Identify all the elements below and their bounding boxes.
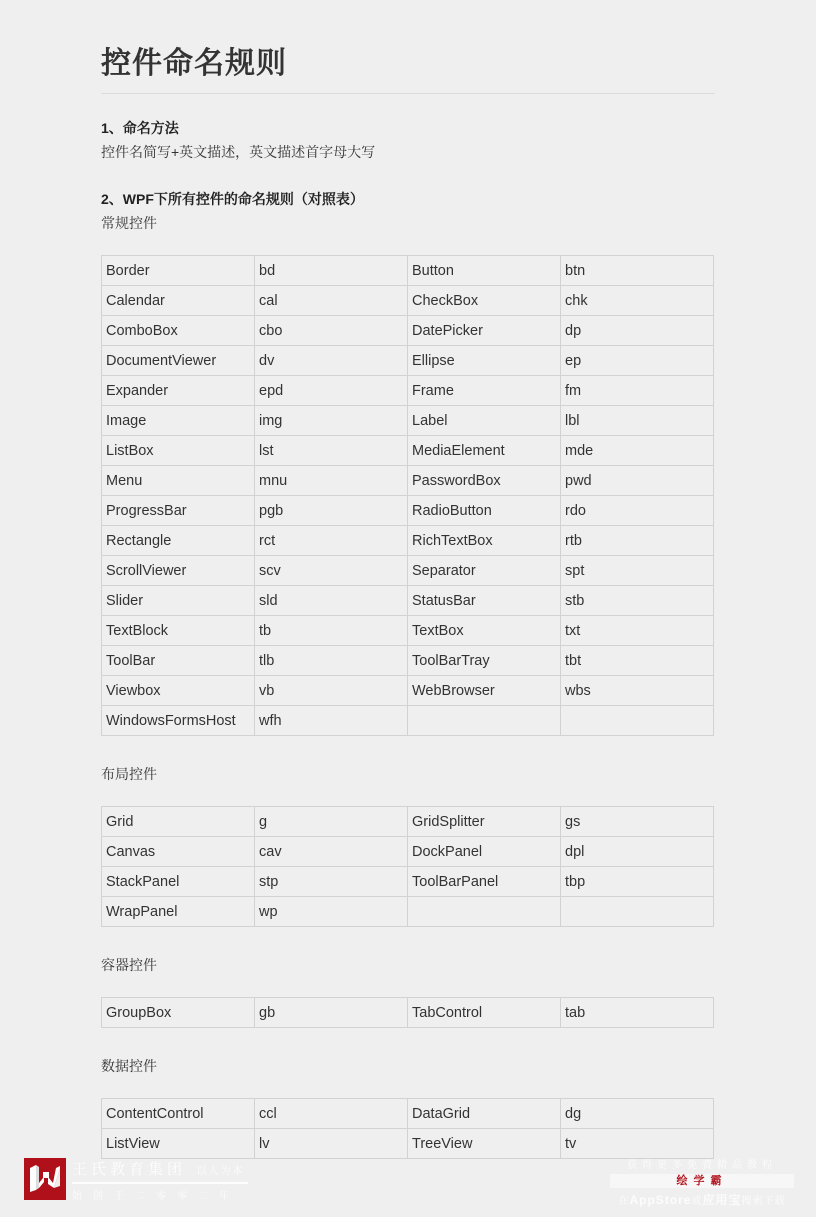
abbreviation-cell: epd bbox=[255, 376, 408, 406]
abbreviation-cell: img bbox=[255, 406, 408, 436]
abbreviation-cell: wbs bbox=[561, 676, 714, 706]
control-name-cell: Menu bbox=[102, 466, 255, 496]
layout-controls-table bbox=[101, 806, 714, 927]
common-controls-label: 常规控件 bbox=[101, 215, 157, 231]
control-name-cell: TabControl bbox=[408, 998, 561, 1028]
abbreviation-cell: cal bbox=[255, 286, 408, 316]
table-row bbox=[102, 646, 714, 676]
table-row bbox=[102, 526, 714, 556]
control-name-cell: RadioButton bbox=[408, 496, 561, 526]
abbreviation-cell: ep bbox=[561, 346, 714, 376]
abbreviation-cell: stp bbox=[255, 867, 408, 897]
abbreviation-cell: spt bbox=[561, 556, 714, 586]
table-row bbox=[102, 286, 714, 316]
control-name-cell: Label bbox=[408, 406, 561, 436]
control-name-cell: Slider bbox=[102, 586, 255, 616]
abbreviation-cell: bd bbox=[255, 256, 408, 286]
abbreviation-cell: wfh bbox=[255, 706, 408, 736]
control-name-cell: WrapPanel bbox=[102, 897, 255, 927]
table-row bbox=[102, 706, 714, 736]
table-row bbox=[102, 466, 714, 496]
control-name-cell: Viewbox bbox=[102, 676, 255, 706]
control-name-cell: Grid bbox=[102, 807, 255, 837]
control-name-cell: GroupBox bbox=[102, 998, 255, 1028]
table-row bbox=[102, 897, 714, 927]
control-name-cell: CheckBox bbox=[408, 286, 561, 316]
control-name-cell: PasswordBox bbox=[408, 466, 561, 496]
table-row bbox=[102, 406, 714, 436]
section1-body: 控件名简写+英文描述，英文描述首字母大写 bbox=[101, 144, 376, 160]
control-name-cell: RichTextBox bbox=[408, 526, 561, 556]
abbreviation-cell: ccl bbox=[255, 1099, 408, 1129]
abbreviation-cell: cbo bbox=[255, 316, 408, 346]
table-row bbox=[102, 346, 714, 376]
abbreviation-cell: pwd bbox=[561, 466, 714, 496]
abbreviation-cell: tlb bbox=[255, 646, 408, 676]
promo-app-name: 绘学霸 bbox=[610, 1174, 794, 1188]
watermark-right bbox=[610, 1156, 794, 1208]
control-name-cell: Canvas bbox=[102, 837, 255, 867]
brand-logo-icon bbox=[24, 1158, 66, 1200]
brand-since: 始创于二零零二年 bbox=[72, 1191, 240, 1202]
control-name-cell: WebBrowser bbox=[408, 676, 561, 706]
layout-controls-label: 布局控件 bbox=[101, 766, 157, 782]
common-controls-table bbox=[101, 255, 714, 736]
abbreviation-cell: dpl bbox=[561, 837, 714, 867]
brand-name: 王氏教育集团 bbox=[72, 1161, 187, 1178]
abbreviation-cell: lst bbox=[255, 436, 408, 466]
table-row bbox=[102, 496, 714, 526]
table-row bbox=[102, 316, 714, 346]
table-row bbox=[102, 1099, 714, 1129]
page-title: 控件命名规则 bbox=[101, 47, 287, 80]
abbreviation-cell: cav bbox=[255, 837, 408, 867]
table-row bbox=[102, 837, 714, 867]
table-row bbox=[102, 676, 714, 706]
table-row bbox=[102, 1129, 714, 1159]
abbreviation-cell: g bbox=[255, 807, 408, 837]
control-name-cell bbox=[408, 897, 561, 927]
abbreviation-cell: mnu bbox=[255, 466, 408, 496]
container-controls-table bbox=[101, 997, 714, 1028]
control-name-cell: GridSplitter bbox=[408, 807, 561, 837]
control-name-cell: Ellipse bbox=[408, 346, 561, 376]
table-row bbox=[102, 998, 714, 1028]
control-name-cell: ListBox bbox=[102, 436, 255, 466]
abbreviation-cell bbox=[561, 897, 714, 927]
abbreviation-cell: chk bbox=[561, 286, 714, 316]
abbreviation-cell: dg bbox=[561, 1099, 714, 1129]
abbreviation-cell: lv bbox=[255, 1129, 408, 1159]
abbreviation-cell: rtb bbox=[561, 526, 714, 556]
table-row bbox=[102, 256, 714, 286]
abbreviation-cell: txt bbox=[561, 616, 714, 646]
abbreviation-cell: wp bbox=[255, 897, 408, 927]
abbreviation-cell: tab bbox=[561, 998, 714, 1028]
abbreviation-cell: rct bbox=[255, 526, 408, 556]
control-name-cell: StatusBar bbox=[408, 586, 561, 616]
abbreviation-cell: tbp bbox=[561, 867, 714, 897]
control-name-cell: ToolBar bbox=[102, 646, 255, 676]
brand-divider bbox=[72, 1182, 248, 1184]
control-name-cell: TreeView bbox=[408, 1129, 561, 1159]
title-divider bbox=[101, 93, 715, 94]
control-name-cell: ToolBarPanel bbox=[408, 867, 561, 897]
control-name-cell: Border bbox=[102, 256, 255, 286]
abbreviation-cell: stb bbox=[561, 586, 714, 616]
abbreviation-cell: rdo bbox=[561, 496, 714, 526]
control-name-cell: Frame bbox=[408, 376, 561, 406]
section1-heading: 1、命名方法 bbox=[101, 120, 179, 136]
control-name-cell: ListView bbox=[102, 1129, 255, 1159]
control-name-cell: ProgressBar bbox=[102, 496, 255, 526]
control-name-cell: Separator bbox=[408, 556, 561, 586]
brand-motto: 以人为本 bbox=[196, 1166, 245, 1177]
table-row bbox=[102, 807, 714, 837]
control-name-cell bbox=[408, 706, 561, 736]
control-name-cell: ToolBarTray bbox=[408, 646, 561, 676]
brand-text bbox=[72, 1158, 272, 1202]
control-name-cell: DockPanel bbox=[408, 837, 561, 867]
table-row bbox=[102, 867, 714, 897]
abbreviation-cell: mde bbox=[561, 436, 714, 466]
control-name-cell: DocumentViewer bbox=[102, 346, 255, 376]
table-row bbox=[102, 556, 714, 586]
control-name-cell: WindowsFormsHost bbox=[102, 706, 255, 736]
control-name-cell: DataGrid bbox=[408, 1099, 561, 1129]
table-row bbox=[102, 436, 714, 466]
abbreviation-cell: dv bbox=[255, 346, 408, 376]
control-name-cell: Rectangle bbox=[102, 526, 255, 556]
abbreviation-cell: tbt bbox=[561, 646, 714, 676]
abbreviation-cell: scv bbox=[255, 556, 408, 586]
abbreviation-cell: tv bbox=[561, 1129, 714, 1159]
abbreviation-cell bbox=[561, 706, 714, 736]
table-row bbox=[102, 376, 714, 406]
data-controls-table bbox=[101, 1098, 714, 1159]
abbreviation-cell: tb bbox=[255, 616, 408, 646]
control-name-cell: TextBlock bbox=[102, 616, 255, 646]
table-row bbox=[102, 616, 714, 646]
data-controls-label: 数据控件 bbox=[101, 1058, 157, 1074]
abbreviation-cell: gs bbox=[561, 807, 714, 837]
control-name-cell: StackPanel bbox=[102, 867, 255, 897]
promo-bottom: 在AppStore或应用宝搜索下载 bbox=[618, 1193, 786, 1207]
table-row bbox=[102, 586, 714, 616]
abbreviation-cell: fm bbox=[561, 376, 714, 406]
abbreviation-cell: sld bbox=[255, 586, 408, 616]
control-name-cell: Calendar bbox=[102, 286, 255, 316]
abbreviation-cell: vb bbox=[255, 676, 408, 706]
control-name-cell: Button bbox=[408, 256, 561, 286]
abbreviation-cell: gb bbox=[255, 998, 408, 1028]
abbreviation-cell: pgb bbox=[255, 496, 408, 526]
control-name-cell: Image bbox=[102, 406, 255, 436]
abbreviation-cell: lbl bbox=[561, 406, 714, 436]
control-name-cell: ScrollViewer bbox=[102, 556, 255, 586]
abbreviation-cell: btn bbox=[561, 256, 714, 286]
control-name-cell: ComboBox bbox=[102, 316, 255, 346]
control-name-cell: Expander bbox=[102, 376, 255, 406]
control-name-cell: ContentControl bbox=[102, 1099, 255, 1129]
abbreviation-cell: dp bbox=[561, 316, 714, 346]
control-name-cell: MediaElement bbox=[408, 436, 561, 466]
control-name-cell: TextBox bbox=[408, 616, 561, 646]
container-controls-label: 容器控件 bbox=[101, 957, 157, 973]
section2-heading: 2、WPF下所有控件的命名规则（对照表） bbox=[101, 191, 364, 207]
control-name-cell: DatePicker bbox=[408, 316, 561, 346]
promo-top: 获得更多免费精品教程 bbox=[627, 1160, 777, 1171]
